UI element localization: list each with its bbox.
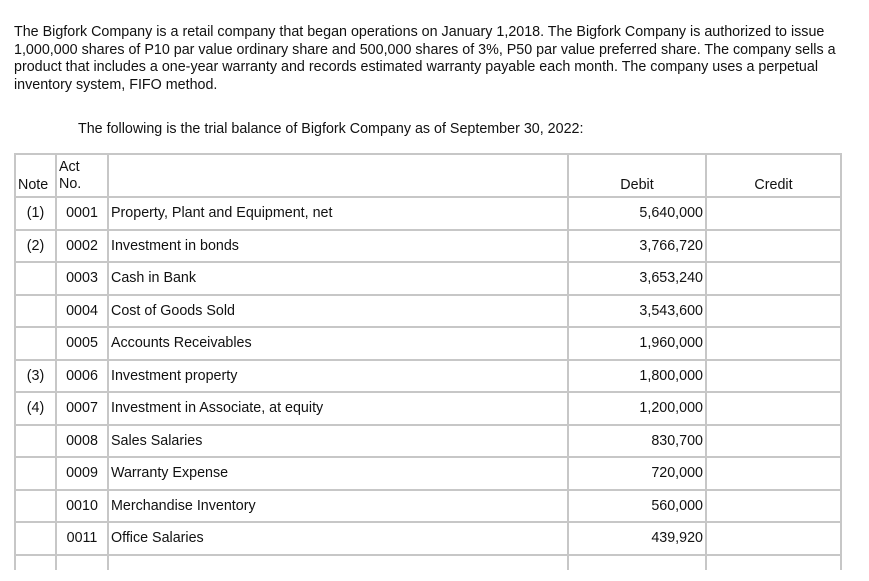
debit-cell: 3,766,720 (568, 230, 706, 263)
header-credit: Credit (706, 154, 841, 197)
credit-cell (706, 360, 841, 393)
debit-cell: 1,800,000 (568, 360, 706, 393)
account-name-cell: Investment in Associate, at equity (108, 392, 568, 425)
empty-cell (15, 555, 56, 570)
table-row (15, 197, 841, 230)
table-row (15, 522, 841, 555)
account-name-cell: Warranty Expense (108, 457, 568, 490)
credit-cell (706, 392, 841, 425)
note-cell: (4) (15, 392, 56, 425)
account-number-cell: 0005 (56, 327, 108, 360)
table-caption: The following is the trial balance of Bigfork Company as of September 30, 2022: (78, 121, 584, 137)
debit-cell: 830,700 (568, 425, 706, 458)
account-name-cell: Office Salaries (108, 522, 568, 555)
table-row-partial (15, 555, 841, 570)
header-act-line1: Act (59, 159, 80, 175)
credit-cell (706, 295, 841, 328)
debit-cell: 3,543,600 (568, 295, 706, 328)
account-number-cell: 0003 (56, 262, 108, 295)
note-cell: (2) (15, 230, 56, 263)
account-name-cell: Sales Salaries (108, 425, 568, 458)
account-number-cell: 0001 (56, 197, 108, 230)
table-row (15, 490, 841, 523)
credit-cell (706, 522, 841, 555)
empty-cell (56, 555, 108, 570)
credit-cell (706, 327, 841, 360)
header-note: Note (15, 154, 56, 197)
debit-cell: 560,000 (568, 490, 706, 523)
account-name-cell: Investment property (108, 360, 568, 393)
note-cell (15, 262, 56, 295)
note-cell: (3) (15, 360, 56, 393)
note-cell (15, 327, 56, 360)
account-name-cell: Cost of Goods Sold (108, 295, 568, 328)
debit-cell: 5,640,000 (568, 197, 706, 230)
account-number-cell: 0008 (56, 425, 108, 458)
credit-cell (706, 262, 841, 295)
debit-cell: 1,200,000 (568, 392, 706, 425)
account-name-cell: Accounts Receivables (108, 327, 568, 360)
credit-cell (706, 457, 841, 490)
note-cell (15, 425, 56, 458)
account-number-cell: 0009 (56, 457, 108, 490)
account-number-cell: 0011 (56, 522, 108, 555)
header-act-line2: No. (59, 176, 82, 192)
header-debit: Debit (568, 154, 706, 197)
table-row (15, 425, 841, 458)
account-number-cell: 0004 (56, 295, 108, 328)
account-number-cell: 0007 (56, 392, 108, 425)
credit-cell (706, 490, 841, 523)
account-name-cell: Cash in Bank (108, 262, 568, 295)
table-header-row (15, 154, 841, 197)
account-name-cell: Property, Plant and Equipment, net (108, 197, 568, 230)
credit-cell (706, 197, 841, 230)
trial-balance-table (14, 153, 842, 570)
intro-paragraph: The Bigfork Company is a retail company that began operations on January 1,2018. The Bigfork Company is authorized to issue 1,000,000 shares of P10 par value ordinary share and 500,000 shares of 3%, P50 par value preferred share. The company sells a product that includes a one-year warranty and records estimated warranty payable each month. The company uses a perpetual inventory system, FIFO method. (14, 24, 836, 93)
table-row (15, 360, 841, 393)
note-cell (15, 490, 56, 523)
empty-cell (568, 555, 706, 570)
table-row (15, 230, 841, 263)
empty-cell (108, 555, 568, 570)
account-number-cell: 0006 (56, 360, 108, 393)
credit-cell (706, 230, 841, 263)
header-act-no (56, 154, 108, 197)
header-account (108, 154, 568, 197)
account-number-cell: 0002 (56, 230, 108, 263)
empty-cell (706, 555, 841, 570)
debit-cell: 3,653,240 (568, 262, 706, 295)
table-row (15, 295, 841, 328)
debit-cell: 1,960,000 (568, 327, 706, 360)
note-cell (15, 295, 56, 328)
table-row (15, 262, 841, 295)
table-row (15, 327, 841, 360)
table-body (15, 197, 841, 570)
account-name-cell: Merchandise Inventory (108, 490, 568, 523)
table-row (15, 457, 841, 490)
note-cell (15, 522, 56, 555)
table-row (15, 392, 841, 425)
note-cell (15, 457, 56, 490)
credit-cell (706, 425, 841, 458)
account-number-cell: 0010 (56, 490, 108, 523)
note-cell: (1) (15, 197, 56, 230)
debit-cell: 720,000 (568, 457, 706, 490)
account-name-cell: Investment in bonds (108, 230, 568, 263)
debit-cell: 439,920 (568, 522, 706, 555)
